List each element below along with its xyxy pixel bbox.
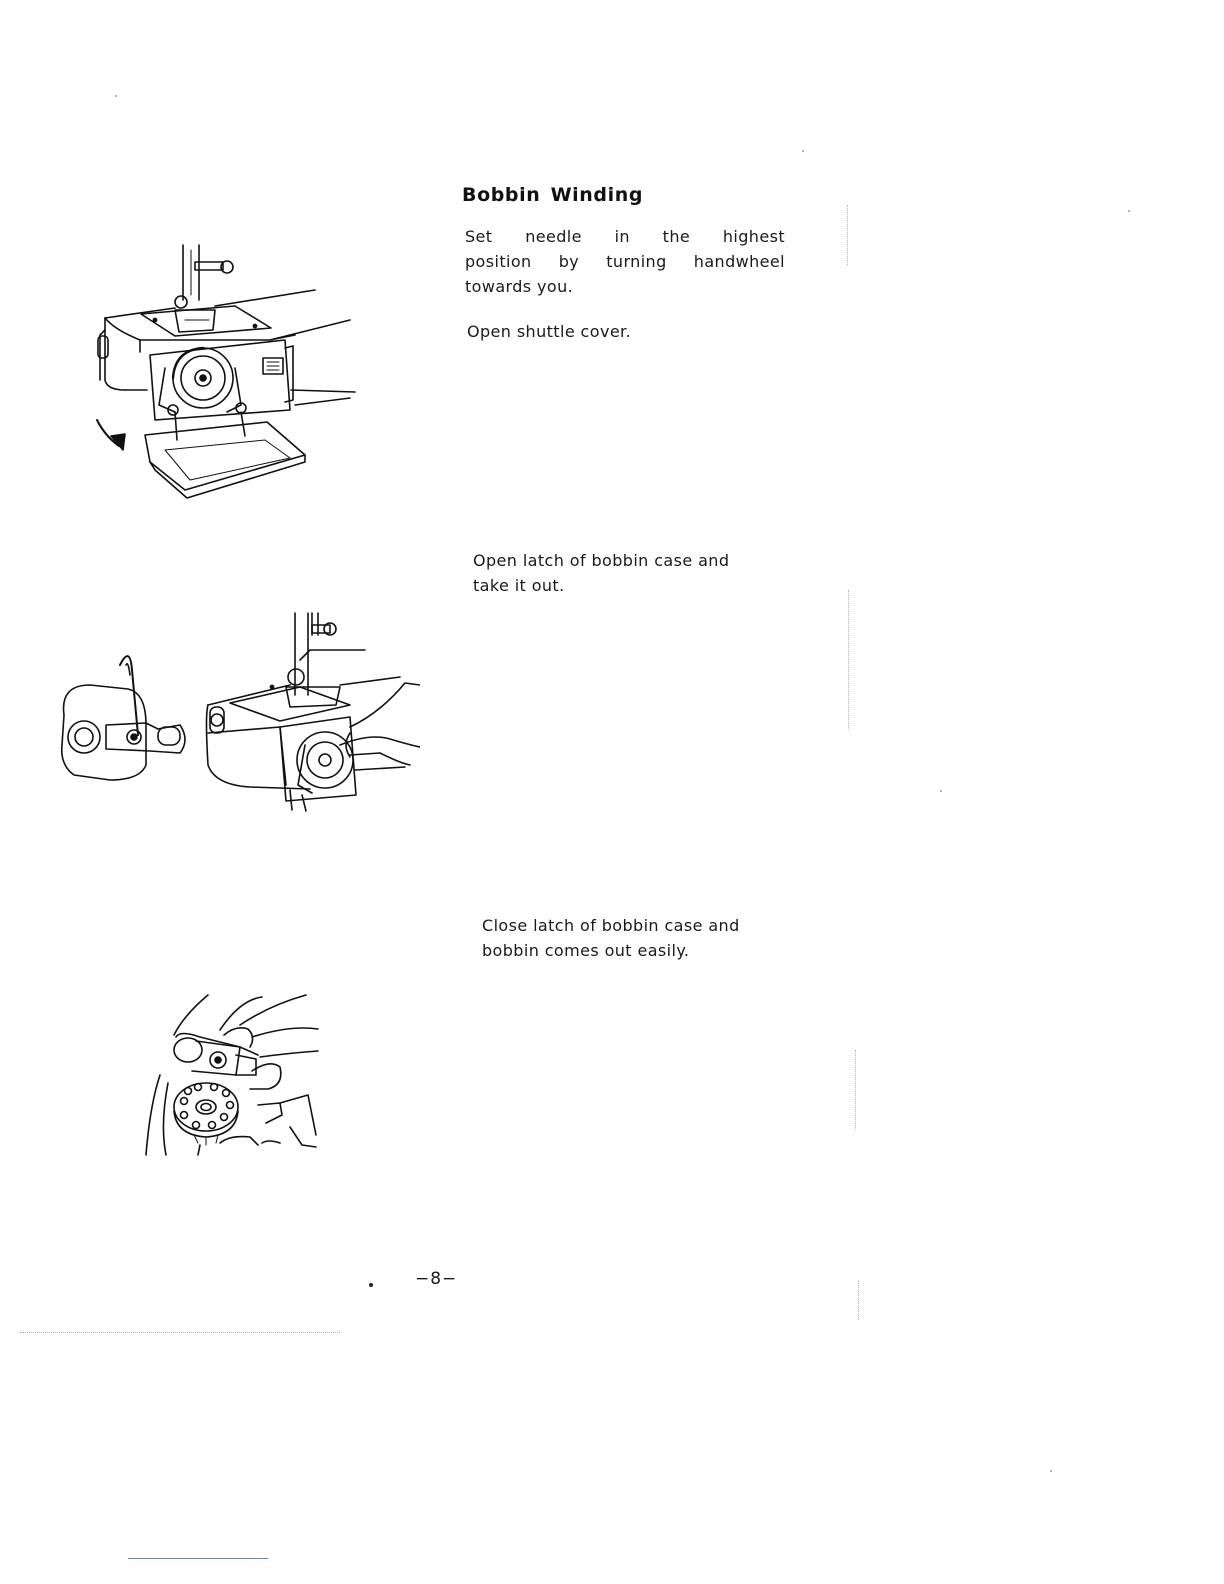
scan-edge-line (128, 1558, 268, 1559)
page-number: −8− (415, 1269, 458, 1289)
scan-speck (1050, 1470, 1052, 1472)
step-3-text (473, 548, 783, 598)
scan-artifact (20, 1332, 340, 1333)
step-1-line-3: towards you. (465, 277, 574, 296)
bobbin-hands-illustration (140, 985, 330, 1165)
shuttle-cover-illustration (95, 240, 365, 500)
scan-speck (1128, 210, 1130, 212)
scan-speck (115, 95, 117, 97)
scan-speck (802, 150, 804, 152)
page-title: Bobbin Winding (462, 184, 644, 206)
scan-artifact (847, 205, 849, 265)
step-2-line-1: Open shuttle cover. (467, 322, 632, 341)
step-1-text (465, 224, 785, 299)
step-2-text (467, 319, 631, 344)
step-4-line-2: bobbin comes out easily. (482, 941, 690, 960)
step-1-line-2: position by turning handwheel (465, 252, 785, 271)
step-4-line-1: Close latch of bobbin case and (482, 916, 740, 935)
scan-artifact (855, 1050, 857, 1130)
page-mark (369, 1283, 373, 1287)
step-1-line-1: Set needle in the highest (465, 227, 785, 246)
step-4-text (482, 913, 792, 963)
bobbin-case-removal-illustration (50, 605, 420, 815)
scan-artifact (848, 590, 850, 730)
scan-artifact (858, 1280, 860, 1320)
step-3-line-2: take it out. (473, 576, 565, 595)
scan-speck (940, 790, 942, 792)
step-3-line-1: Open latch of bobbin case and (473, 551, 730, 570)
